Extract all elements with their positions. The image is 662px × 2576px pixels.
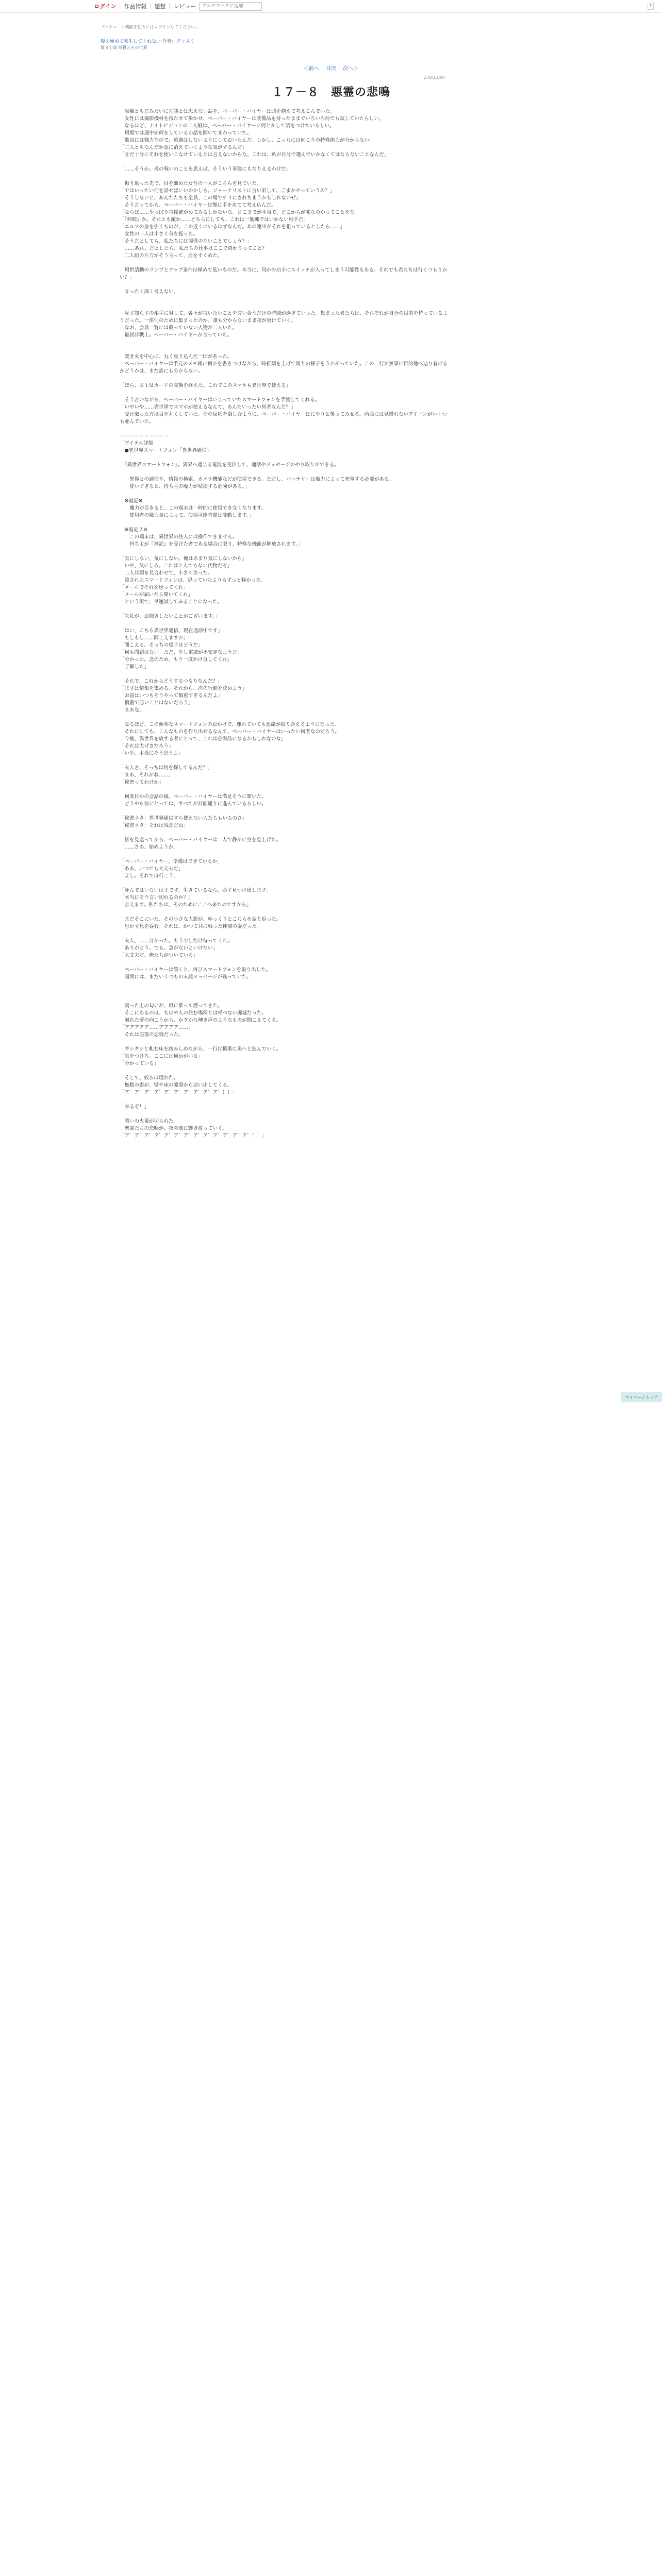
paragraph [120, 260, 452, 267]
paragraph: 「慎重で悪いことはないだろう」 [120, 700, 193, 706]
paragraph: 崩れた壁の向こうから、かすかな呻き声のようなものが聞こえてくる。 [120, 1018, 282, 1023]
paragraph: 画面には、まだいくつもの未読メッセージが残っていた。 [120, 974, 252, 980]
paragraph [120, 346, 452, 353]
paragraph: 渡されたスマートフォンは、思っていたよりもずっと軽かった。 [120, 578, 266, 583]
paragraph [120, 757, 452, 765]
paragraph: 原爆ともだみたいに冗談とは思えない話を、ペーパー・バイヤーは頭を抱えて考えこんでいた。 [120, 109, 335, 114]
paragraph: 「何も問題はない。ただ、少し電波が不安定なようだ」 [120, 650, 242, 655]
paragraph [120, 786, 452, 793]
nav-item-comments[interactable]: 感想 [154, 3, 166, 10]
chapter-body [120, 108, 452, 1140]
paragraph: 焚き火を中心に、丸く座り込んだ一団があった。 [120, 354, 233, 360]
paragraph: 「アイテム詳細 [120, 440, 154, 446]
paragraph: 皆を見送ってから、ペーパー・バイヤーは一人で静かに空を見上げた。 [120, 837, 282, 843]
paragraph: 「来るぞ！」 [120, 1104, 150, 1110]
paragraph [120, 981, 452, 988]
paragraph: ＝＝＝＝＝＝＝＝＝＝ [120, 433, 169, 439]
paragraph: 「気をつけろ。ここには何かがいる」 [120, 1054, 203, 1059]
paragraph: ペーパー・バイヤーは手元のメモ帳に何かを書きつけながら、時折顔を上げて周りの様子をうかがっていた。この一行が無事に目的地へ辿り着けるかどうかは、まだ誰にも分からない。 [120, 361, 448, 374]
paragraph: この端末は、異世界の住人には操作できません。 [120, 534, 238, 540]
paragraph: 見ず知らずの相手に対して、各々が言いたいことを言い合うだけの時間が過ぎていった。集まった者たちは、それぞれが自分の目的を持っているようだった。一体何のために集まったのか、誰も分からないまま夜が更けていく。 [120, 311, 448, 324]
top-nav-bar [0, 0, 662, 13]
pager-top [0, 64, 662, 72]
paragraph [120, 454, 452, 462]
paragraph: 無数の影が、壁や床の隙間から這い出してくる。 [120, 1082, 233, 1088]
paragraph: 「秘書ネタ：異世界通信すら使えない人たちもいるのさ」 [120, 816, 247, 821]
paragraph: 「ありがとう。でも、急がないといけない」 [120, 945, 218, 951]
paragraph [120, 620, 452, 628]
paragraph: 「いや、本当にそう思うよ」 [120, 751, 184, 756]
paragraph: なるほど、ナイトビジョンの二人組は、ペーパー・バイヤーに何とかして話をつけたいらしい。 [120, 123, 335, 129]
paragraph: そう言いながら、ペーパー・バイヤーはいじっていたスマートフォンを手渡してくれる。 [120, 397, 320, 403]
paragraph: 「まあ、それがね……」 [120, 772, 174, 778]
chapter-title: １７－８ 悪霊の悲鳴 [271, 86, 390, 99]
nav-menu [94, 0, 262, 12]
paragraph [120, 548, 452, 555]
author-link[interactable]: グッスミ [176, 39, 195, 44]
paragraph: 「……さあ、始めようか」 [120, 844, 178, 850]
paragraph: 「夫人さ、そっちは何を探してるんだ？」 [120, 765, 213, 771]
paragraph: どうやら彼にとっては、すべてが計画通りに進んでいるらしい。 [120, 801, 267, 807]
paragraph [120, 173, 452, 180]
paragraph [120, 519, 452, 527]
paragraph: 「気にしない、気にしない。俺はあまり気にしないから」 [120, 556, 247, 562]
series-info [101, 38, 194, 44]
paragraph: 「数回には強力なので、遠慮はしないようにしておいたんだ。しかし、こっちには向こうの特殊能力が分からない」 [120, 138, 374, 143]
paragraph: 「現世活動のランプとアップ条件は極めて低いものだ。本当に、何かの拍子にスイッチが入ってしまう可能性もある。それでも君たちは行くつもりかい？」 [120, 267, 448, 280]
paragraph: 「お前はいつもそうやって慎重すぎるんだよ」 [120, 693, 223, 699]
paragraph: 「死んではいないはずです。生きているなら、必ず見つけ出します」 [120, 888, 272, 893]
paragraph: 「いや、気にしろ。これはとんでもない代物だぞ」 [120, 563, 233, 569]
paragraph [120, 303, 452, 310]
paragraph: 「今後、異世界を旅する者にとって、これは必需品になるかもしれないな」 [120, 736, 286, 742]
paragraph: 「言えます。私たちは、そのためにここへ来たのですから」 [120, 902, 252, 908]
paragraph: 「夫人、……分かった。もう少しだけ待ってくれ」 [120, 938, 233, 944]
paragraph: 「分かった。念のため、もう一度かけ直してくれ」 [120, 657, 233, 663]
paragraph [120, 959, 452, 967]
prev-link[interactable]: ＜前へ [303, 66, 319, 72]
chapter-group-link[interactable]: 悪役とその世界 [118, 45, 147, 50]
paragraph: 「ではいったい何を話せばいいのかしら。ジャーナリストに言い訳して、ごまかせっていうの？」 [120, 188, 335, 194]
paragraph: 受け取った方は目を丸くしていた。その反応を楽しむように、ペーパー・バイヤーはにやりと笑ってみせる。画面には見慣れないアイコンがいくつも並んでいた。 [120, 412, 447, 425]
paragraph: まだそこにいた、その小さな人影が、ゆっくりとこちらを振り返った。 [120, 917, 282, 922]
paragraph [120, 988, 452, 995]
paragraph: 使用者の魔力量によって、使用可能時間は変動します。」 [120, 513, 254, 518]
paragraph: それは悪霊の悲鳴だった。 [120, 1032, 184, 1038]
paragraph: 現場では連中が何をしているか話を聞いてまわっていた。 [120, 130, 252, 136]
paragraph: 「まあな」 [120, 707, 144, 713]
paragraph: なお、会員一覧には載っていない人物が二人いた。 [120, 325, 238, 331]
paragraph: 異界との通信や、情報の検索、カメラ機能などが使用できる。ただし、バッテリーは魔力によって充電する必要がある。 [120, 477, 394, 482]
paragraph: 「ああ、いつでも大丈夫だ」 [120, 866, 184, 872]
paragraph [120, 296, 452, 303]
paragraph: 「いやいや……異世界でスマホが使えるなんて、あんたいったい何者なんだ？」 [120, 404, 296, 410]
paragraph: まったく深く考えない。 [120, 289, 179, 295]
paragraph [120, 995, 452, 1003]
nav-item-work-info[interactable]: 作品情報 [124, 3, 147, 10]
page-number: 278/1,004 [424, 75, 445, 80]
paragraph [120, 1067, 452, 1075]
paragraph: 「『仲間』か。それとも敵か……どちらにしても、これは一筋縄ではいかない相手だ」 [120, 217, 308, 223]
nav-divider [169, 3, 170, 9]
paragraph [120, 606, 452, 613]
bookmark-notice [101, 24, 199, 30]
paragraph [120, 714, 452, 721]
paragraph: 思わず息を呑む。それは、かつて共に戦った仲間の姿だった。 [120, 924, 262, 929]
next-link[interactable]: 次へ＞ [343, 66, 359, 72]
paragraph: 「了解した」 [120, 664, 150, 670]
paragraph: 「二人ともなんだか急に消えていくような気がするんだ」 [120, 145, 247, 150]
paragraph: 「大丈夫だ。俺たちがついている」 [120, 953, 198, 958]
my-page-top-button[interactable]: マイページトップ [621, 1392, 662, 1402]
paragraph: 「聞こえる。そっちの様子はどうだ」 [120, 642, 203, 648]
notice-prefix: ブックマーク機能を使うには [101, 25, 154, 29]
paragraph: 「※追記２※ [120, 527, 147, 533]
notice-suffix: してください。 [170, 25, 200, 29]
paragraph: 「……そうか。炎の呪いのことを思えば、そういう事態にもなりえるわけだ」 [120, 166, 291, 172]
paragraph: 「ならば……やっぱり直接確かめてみるしかないな。どこまでが本当で、どこからが嘘なのかってことをな」 [120, 210, 360, 215]
paragraph: そして、奴らは現れた。 [120, 1075, 178, 1081]
paragraph [120, 829, 452, 837]
paragraph: 「まずは情報を集める。それから、次の行動を決めよう」 [120, 686, 247, 691]
paragraph: 「『異世界スマートフォン』。異界へ通じる電波を受信して、通話やメッセージのやり取りができる。 [120, 462, 339, 468]
paragraph [120, 1039, 452, 1046]
series-title-link[interactable]: 腹を極めて転生してくれない [101, 39, 161, 44]
paragraph: 「それは大げさだろう」 [120, 743, 174, 749]
paragraph [120, 389, 452, 397]
paragraph: そう言ってから、ペーパー・バイヤーは顎に手をあてて考え込んだ。 [120, 202, 276, 208]
paragraph: 振り返った先で、目を細めた女性の一人がこちらを見ていた。 [120, 181, 262, 187]
paragraph: なるほど、この便利なスマートフォンのおかげで、離れていても連絡が取り合えるようになった。 [120, 722, 340, 727]
paragraph: 「ア゛ア゛ア゛ア゛ア゛ア゛ア゛ア゛ア゛ア゛ア゛ア゛ア゛！！」 [120, 1133, 267, 1139]
nav-item-reviews[interactable]: レビュー [173, 3, 196, 10]
help-button[interactable]: ? [648, 3, 654, 10]
paragraph: 「そうしないと、あんたたちも全員、この場でチリにされちまうかもしれないぜ」 [120, 195, 301, 201]
author-label: 作者： [162, 39, 176, 44]
paragraph [120, 671, 452, 678]
paragraph: 「ほら、ＳＩＭカードの交換を終えた。これでこのスマホも異世界で使える」 [120, 383, 291, 388]
paragraph: 「もしもし……聞こえますか」 [120, 635, 189, 641]
paragraph: それにしても、こんなものを作り出せるなんて、ペーパー・バイヤーはいったい何者なのだろう。 [120, 729, 340, 735]
paragraph [120, 1111, 452, 1118]
paragraph [120, 375, 452, 382]
paragraph: 「秘密ってわけか」 [120, 779, 164, 785]
paragraph [120, 930, 452, 938]
paragraph: そこにあるのは、もはや人の住む場所とは呼べない廃墟だった。 [120, 1010, 267, 1016]
paragraph: 「秘書ネタ：それは残念だね」 [120, 823, 189, 828]
paragraph: 「ペーパー・バイヤー、準備はできているか」 [120, 859, 222, 865]
paragraph [120, 880, 452, 887]
paragraph: という訳で、早速試してみることになった。 [120, 599, 223, 605]
paragraph [120, 469, 452, 476]
paragraph: 「アアアアア……アアアア……」 [120, 1025, 193, 1030]
paragraph: 「まだ十分にそれを使いこなせているとは言えないからな。これは、私が自分で選んでいかなくてはならないことなんだ」 [120, 152, 389, 158]
toc-link[interactable]: 目次 [326, 66, 336, 72]
paragraph: ●異世界スマートフォン「異世界通信」 [120, 448, 212, 453]
paragraph [120, 281, 452, 289]
paragraph: 女性には撮影機材を持たせて歩かせ、ペーパー・バイヤーは装備品を持ったままでいろいろ何でも試していたらしい。 [120, 116, 384, 122]
paragraph: 女性の一人は小さく首を振った。 [120, 231, 198, 237]
paragraph: 「はい、こちら異世界通信、現在通話中です」 [120, 628, 223, 634]
notice-login-link[interactable]: ログイン [154, 25, 171, 29]
paragraph: 何度目かの会話の後、ペーパー・バイヤーは満足そうに頷いた。 [120, 794, 267, 800]
paragraph [120, 159, 452, 166]
paragraph: 「本当にそう言い切れるのか？」 [120, 895, 193, 901]
paragraph: 「それで、これからどうするつもりなんだ？」 [120, 679, 223, 684]
paragraph: 「よし。それでは行こう」 [120, 873, 179, 879]
paragraph [120, 909, 452, 916]
paragraph: 魔力が尽きると、この端末は一時的に使用できなくなります。 [120, 505, 267, 511]
paragraph: 「失礼が、お聞きしたいことがございます。」 [120, 614, 220, 619]
bookmark-input[interactable] [199, 2, 262, 11]
login-link[interactable]: ログイン [94, 3, 117, 10]
paragraph [120, 490, 452, 498]
paragraph: 「※追記※ [120, 498, 143, 504]
paragraph: 戦いの火蓋が切られた。 [120, 1118, 179, 1124]
paragraph [120, 851, 452, 858]
paragraph [120, 808, 452, 815]
paragraph: ギシギシと軋む床を踏みしめながら、一行は慎重に奥へと進んでいく。 [120, 1046, 282, 1052]
paragraph: 持ち主が『神託』を受けた者である場合に限り、特殊な機能が解放されます。」 [120, 541, 303, 547]
paragraph: 「メールが届いたら開いてくれ」 [120, 592, 193, 598]
paragraph: 腐った土の匂いが、風に乗って漂ってきた。 [120, 1003, 223, 1009]
chapter-group-label: 第８七章 [101, 45, 117, 50]
paragraph [120, 339, 452, 346]
paragraph: 二人組の片方がそう言って、肩をすくめた。 [120, 253, 223, 259]
paragraph: ペーパー・バイヤーは頷くと、再びスマートフォンを取り出した。 [120, 967, 271, 973]
paragraph [120, 426, 452, 433]
paragraph: 最初は戦士。ペーパー・バイヤーが言っていた。 [120, 332, 233, 338]
chapter-group-info [101, 45, 147, 50]
paragraph: ……あれ、だとしたら、私たちの仕事はここで終わりってこと？ [120, 246, 267, 251]
nav-divider [150, 3, 151, 9]
paragraph: 「メールでそれを送ってくれ」 [120, 585, 188, 590]
paragraph: 悪霊たちの悲鳴が、夜の闇に響き渡っていく。 [120, 1126, 227, 1131]
paragraph: 使いすぎると、持ち主の魔力が枯渇する危険がある。」 [120, 484, 250, 489]
paragraph: 「分かっている」 [120, 1061, 159, 1066]
paragraph: 「そうだとしても、私たちには関係のないことでしょう？」 [120, 239, 252, 244]
paragraph [120, 1096, 452, 1104]
paragraph: 二人は顔を見合わせて、小さく笑った。 [120, 570, 213, 576]
paragraph: 「エルフの血を引くものが、この近くにいるはずなんだ。あの連中がそれを狙っているとしたら……」 [120, 224, 345, 230]
paragraph: 「ア゛ア゛ア゛ア゛ア゛ア゛ア゛ア゛ア゛ア゛！！」 [120, 1090, 238, 1095]
